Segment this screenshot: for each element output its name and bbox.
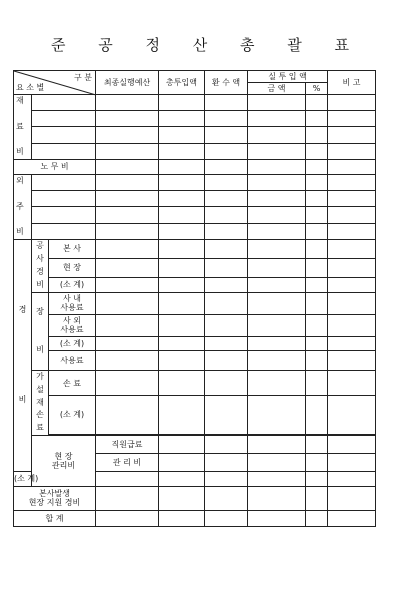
outer-use-line: 사 외 (63, 316, 81, 326)
note-header: 비 고 (328, 71, 376, 95)
amount-header: 금 액 (248, 83, 306, 95)
expense-char: 비 (18, 394, 27, 404)
site-mgmt-line: 관리비 (51, 460, 76, 470)
mgmt-fee-label: 관 리 비 (96, 453, 159, 471)
equip-char: 장 (36, 306, 44, 316)
material-char: 비 (16, 147, 24, 157)
inner-use-line: 사 내 (63, 294, 81, 304)
expense-char: 경 (18, 305, 27, 315)
inner-use-label (49, 292, 96, 314)
staff-pay-label: 직원급료 (96, 435, 159, 453)
hq-support-line: 본사발생 (39, 489, 70, 499)
subtotal-label: (소 계) (14, 471, 32, 486)
percent-header: % (306, 83, 328, 95)
settlement-table (13, 70, 376, 527)
hq-label: 본 사 (49, 239, 96, 258)
material-char: 료 (16, 121, 24, 131)
outer-use-line: 사용료 (60, 325, 84, 335)
equip-label (32, 292, 49, 370)
temp-loss-label: 손 료 (49, 370, 96, 395)
subtotal-label: (소 계) (49, 277, 96, 292)
hq-support-line: 현장 지원 경비 (28, 498, 81, 508)
category-header (14, 71, 96, 95)
outsource-label (14, 174, 32, 239)
invest-header: 총투입액 (159, 71, 205, 95)
material-char: 재 (16, 96, 24, 105)
company-exp-char: 비 (36, 279, 44, 289)
subtotal-label: (소 계) (49, 336, 96, 350)
outer-use-label (49, 314, 96, 336)
temp-char: 설 (36, 384, 44, 394)
expense-label (14, 239, 32, 471)
outsource-char: 주 (16, 201, 24, 211)
outsource-char: 비 (16, 227, 24, 237)
temp-char: 재 (36, 397, 44, 407)
temp-material-label (32, 370, 49, 435)
company-exp-char: 공 (36, 241, 44, 251)
temp-char: 료 (36, 423, 44, 433)
total-label: 합 계 (14, 510, 96, 526)
gubun-label: 구 분 (74, 73, 93, 82)
company-exp-char: 경 (36, 266, 44, 276)
temp-char: 손 (36, 410, 44, 420)
company-exp-char: 사 (36, 254, 44, 264)
budget-header: 최종실행예산 (96, 71, 159, 95)
actual-header: 실 투 입 액 (248, 71, 328, 83)
page-title: 준 공 정 산 총 괄 표 (50, 36, 364, 54)
outsource-char: 외 (16, 175, 24, 185)
site-label: 현 장 (49, 258, 96, 277)
hq-support-label (14, 486, 96, 510)
site-mgmt-label (32, 435, 96, 486)
element-label: 요 소 별 (16, 82, 45, 92)
temp-use-label: 사용료 (49, 350, 96, 370)
equip-char: 비 (36, 345, 44, 355)
material-label (14, 95, 32, 160)
labor-label: 노 무 비 (14, 159, 96, 174)
inner-use-line: 사용료 (60, 303, 84, 313)
site-mgmt-line: 현 장 (54, 451, 73, 461)
temp-char: 가 (36, 371, 44, 381)
company-exp-label (32, 239, 49, 292)
subtotal-label: (소 계) (49, 396, 96, 434)
return-header: 환 수 액 (205, 71, 248, 95)
